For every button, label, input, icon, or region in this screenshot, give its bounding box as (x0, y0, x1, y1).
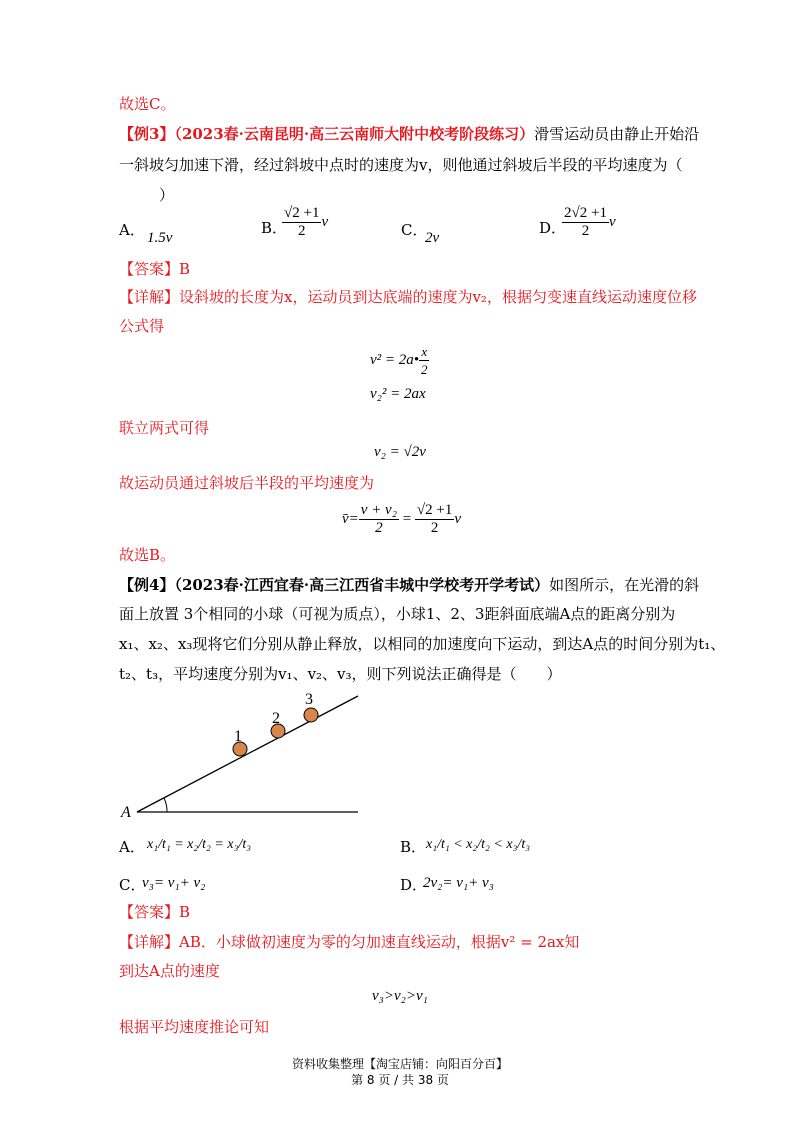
example-4-detail-2: 到达A点的速度 (119, 962, 220, 980)
ex3-option-b-var: v (321, 213, 329, 230)
example-3-stem-1: 滑雪运动员由静止开始沿 (534, 125, 700, 143)
ex3-so-text: 故运动员通过斜坡后半段的平均速度为 (119, 474, 375, 492)
ex3-eq4-lhs: v̄= (342, 510, 359, 527)
example-4-header (119, 575, 699, 595)
ex4-option-d-text: 2v₂= v₁+ v₃ (423, 875, 494, 891)
ex3-choice: 故选B。 (119, 546, 176, 564)
example-4-stem-3: x₁、x₂、x₃现将它们分别从静止释放，以相同的加速度向下运动，到达A点的时间分别为t₁、 (119, 635, 726, 653)
ball-2-label: 2 (272, 710, 280, 727)
example-4-source: （2023春·江西宜春·高三江西省丰城中学校考开学考试） (174, 576, 550, 594)
example-4-answer: 【答案】B (119, 903, 191, 921)
example-4-label: 【例4】 (119, 576, 175, 594)
ex3-option-d-var: v (608, 213, 616, 230)
incline-line (137, 696, 358, 812)
ex3-eq4-equals: = (402, 510, 412, 527)
ex4-option-b-label: B． (400, 838, 427, 856)
ex3-option-c-label: C． (401, 221, 428, 239)
ex3-equation-1 (370, 343, 430, 378)
footer-source: 资料收集整理【淘宝店铺：向阳百分百】 (291, 1057, 508, 1071)
example-3-detail-2: 公式得 (119, 317, 165, 335)
ball-3 (304, 708, 318, 722)
ex3-option-a-value: 1.5v (147, 230, 173, 246)
example-3-stem-3: ） (159, 186, 175, 204)
angle-arc (164, 798, 167, 812)
ex3-eq4-denominator-2: 2 (430, 520, 439, 536)
ex3-option-c-value: 2v (425, 230, 440, 246)
ex3-option-b-numerator: √2 +1 (284, 205, 320, 221)
ex3-option-d-denominator: 2 (581, 223, 590, 239)
ex3-eq1-numerator: x (421, 344, 428, 359)
ball-1-label: 1 (234, 728, 242, 745)
ex4-option-a-text: x₁/t₁ = x₂/t₂ = x₃/t₃ (147, 837, 252, 852)
example-4-detail-1: 【详解】AB．小球做初速度为零的匀加速直线运动，根据v² = 2ax知 (119, 933, 580, 951)
example-3-header (119, 124, 699, 144)
example-3-answer: 【答案】B (119, 260, 191, 278)
prev-answer-choice: 故选C。 (119, 95, 176, 113)
ex4-option-c-text: v₃= v₁+ v₂ (142, 875, 206, 891)
ex4-option-d-label: D． (400, 876, 428, 894)
ex3-equation-3: v₂ = √2v (374, 444, 426, 460)
ex3-eq4-denominator-1: 2 (375, 520, 383, 536)
ex3-combine-text: 联立两式可得 (119, 419, 210, 437)
ex4-option-b-text: x₁/t₁ < x₂/t₂ < x₃/t₃ (426, 837, 531, 852)
example-4-stem-1: 如图所示，在光滑的斜 (549, 576, 700, 594)
example-3-label: 【例3】 (119, 125, 175, 143)
ex4-equation-1: v₃>v₂>v₁ (372, 988, 428, 1004)
ex4-option-a-label: A． (119, 838, 145, 856)
example-3-detail-1: 【详解】设斜坡的长度为x，运动员到达底端的速度为v₂，根据匀变速直线运动速度位移 (119, 288, 697, 306)
example-4-stem-4: t₂、t₃，平均速度分别为v₁、v₂、v₃，则下列说法正确得是（ ） (119, 665, 562, 683)
ex3-option-d-numerator: 2√2 +1 (564, 205, 607, 221)
ex3-option-a-label: A． (119, 221, 145, 239)
ex3-option-d-label: D． (539, 219, 567, 237)
footer-page-number: 第 8 页 / 共 38 页 (351, 1073, 449, 1087)
ex3-eq4-var: v (454, 510, 462, 527)
incline-figure (115, 686, 375, 821)
point-a-label: A (121, 804, 131, 821)
ex3-equation-2: v₂² = 2ax (370, 386, 426, 402)
ball-3-label: 3 (305, 691, 313, 708)
example-4-stem-2: 面上放置 3个相同的小球（可视为质点），小球1、2、3距斜面底端A点的距离分别为 (119, 605, 676, 623)
ex3-eq4-numerator-1: v + v₂ (360, 502, 397, 518)
example-3-stem-2: 一斜坡匀加速下滑，经过斜坡中点时的速度为v，则他通过斜坡后半段的平均速度为（ (119, 156, 683, 174)
ex3-eq1-denominator: 2 (421, 362, 428, 377)
ex4-option-c-label: C． (119, 876, 146, 894)
example-3-source: （2023春·云南昆明·高三云南师大附中校考阶段练习） (174, 125, 535, 143)
ex3-option-d-value (562, 205, 616, 240)
ex3-equation-4 (342, 502, 461, 537)
ex3-eq1-lhs: v² = 2a• (370, 351, 420, 368)
ex3-option-b-value (282, 205, 328, 240)
example-4-detail-3: 根据平均速度推论可知 (119, 1018, 270, 1036)
ex3-option-b-denominator: 2 (297, 223, 306, 239)
ex3-option-b-label: B． (261, 219, 288, 237)
ex3-eq4-numerator-2: √2 +1 (416, 502, 453, 518)
